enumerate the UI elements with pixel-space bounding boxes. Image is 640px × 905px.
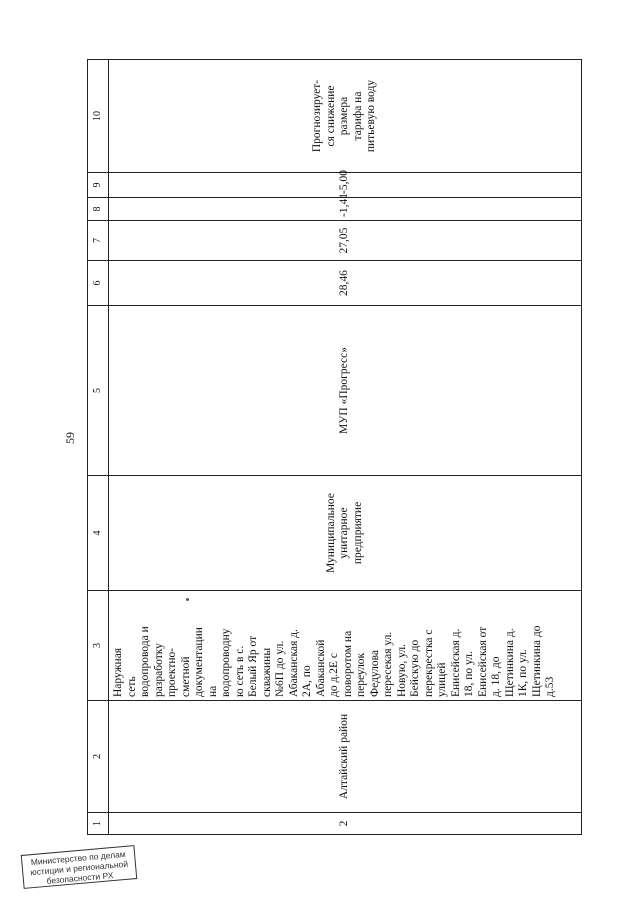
object-description-cell	[109, 591, 582, 701]
ministry-stamp: Министерство по делам юстиции и региональной безопасности РХ	[21, 845, 138, 889]
header-cell: 8	[88, 198, 109, 221]
header-cell: 2	[88, 701, 109, 813]
tariff-table-rotated	[87, 60, 582, 835]
table-header-row	[88, 60, 109, 835]
page-number: 59	[63, 432, 77, 444]
note-cell: Прогнозирует- ся снижение размера тарифа на питьевую воду	[109, 60, 582, 173]
header-cell: 9	[88, 173, 109, 198]
value-cell-6: 28,46	[109, 261, 582, 306]
value-cell-7: 27,05	[109, 221, 582, 261]
header-cell: 1	[88, 813, 109, 835]
row-number-cell: 2	[109, 813, 582, 835]
value-cell-9: -5,00	[109, 173, 582, 198]
header-cell: 4	[88, 476, 109, 591]
header-cell: 10	[88, 60, 109, 173]
header-cell: 6	[88, 261, 109, 306]
header-cell: 7	[88, 221, 109, 261]
header-cell: 3	[88, 591, 109, 701]
tariff-table	[87, 59, 582, 835]
table-row	[109, 60, 582, 835]
header-cell: 5	[88, 306, 109, 476]
organization-name-cell: МУП «Прогресс»	[109, 306, 582, 476]
value-cell-8: -1,41	[109, 198, 582, 221]
object-description-text: Наружная сеть водопровода и разработку проектно- сметной документации на водопроводну ю сеть в с. Белый Яр от скважины №6П до ул. Абаканская д. 2А, по Абаканской до д.2Е с поворотом на переулок Федулова пересекая ул. Новую, ул. Бейскую до перекрестка с улицей Енисейская д. 18, по ул. Енисейская от д. 18, до Щетинкина д. 1К, по ул. Щетинкина до д.53	[112, 625, 556, 697]
organization-type-cell: Муниципальное унитарное предприятие	[109, 476, 582, 591]
district-cell: Алтайский район	[109, 701, 582, 813]
